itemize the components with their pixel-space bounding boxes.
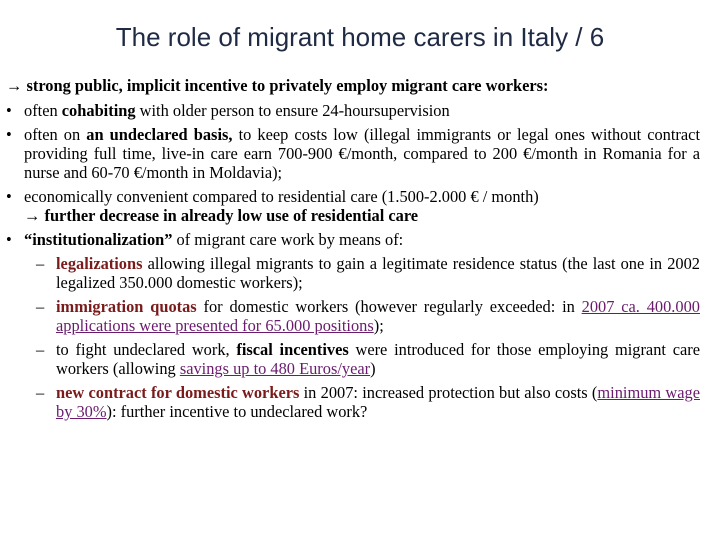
text: to keep costs low (illegal immigrants or legal ones without contract providing full time, live-in care earn 700-900 €/month, compared to 200 €/month in Romania for a nurse and 60-70 €/month in Moldavia); — [24, 125, 700, 182]
sub-quotas — [6, 297, 700, 335]
link-applications[interactable]: 2007 ca. 400.000 applications were presented for 65.000 positions — [56, 297, 700, 335]
text: allowing illegal migrants to gain a legitimate residence status (the last one in 2002 legalized 350.000 domestic workers); — [56, 254, 700, 292]
bullet-marker: • — [6, 187, 12, 206]
sub-legalizations — [6, 254, 700, 292]
bold-text: → further decrease in already low use of residential care — [24, 206, 419, 225]
text: often — [24, 101, 62, 120]
bold-text: cohabiting — [61, 101, 136, 120]
dash-marker: – — [36, 340, 45, 359]
intro-line: → strong public, implicit incentive to privately employ migrant care workers: — [6, 76, 549, 95]
link-minimum-wage[interactable]: minimum wage by 30% — [56, 383, 700, 421]
text: ): further incentive to undeclared work? — [106, 402, 368, 421]
text: were introduced for those employing migrant care workers (allowing — [56, 340, 700, 378]
text: of migrant care work by means of: — [172, 230, 404, 249]
link-savings[interactable]: savings up to 480 Euros/year — [179, 359, 371, 378]
bullet-marker: • — [6, 125, 12, 144]
bullet-marker: • — [6, 101, 12, 120]
bullet-marker: • — [6, 230, 12, 249]
text: for domestic workers (however regularly exceeded: in — [196, 297, 582, 316]
text: with older person to ensure 24-hoursupervision — [135, 101, 450, 120]
text: in 2007: increased protection but also costs ( — [299, 383, 598, 402]
text: to fight undeclared work, — [56, 340, 237, 359]
bullet-undeclared — [6, 125, 700, 182]
bold-text: immigration quotas — [56, 297, 197, 316]
bullet-cohabiting — [6, 101, 700, 120]
bold-text: “institutionalization” — [24, 230, 173, 249]
bold-text: fiscal incentives — [236, 340, 349, 359]
text: ); — [373, 316, 384, 335]
bold-text: new contract for domestic workers — [56, 383, 300, 402]
bold-text: legalizations — [56, 254, 143, 273]
bullet-economically — [6, 187, 700, 225]
dash-marker: – — [36, 254, 45, 273]
dash-marker: – — [36, 383, 45, 402]
bold-text: an undeclared basis, — [86, 125, 233, 144]
slide-title: The role of migrant home carers in Italy / 6 — [115, 22, 605, 52]
text: often on — [24, 125, 87, 144]
dash-marker: – — [36, 297, 45, 316]
slide-body — [6, 76, 700, 426]
text: ) — [370, 359, 376, 378]
sub-new-contract — [6, 383, 700, 421]
sub-fiscal — [6, 340, 700, 378]
text: economically convenient compared to residential care (1.500-2.000 € / month) — [24, 187, 539, 206]
bullet-institutionalization — [6, 230, 700, 249]
